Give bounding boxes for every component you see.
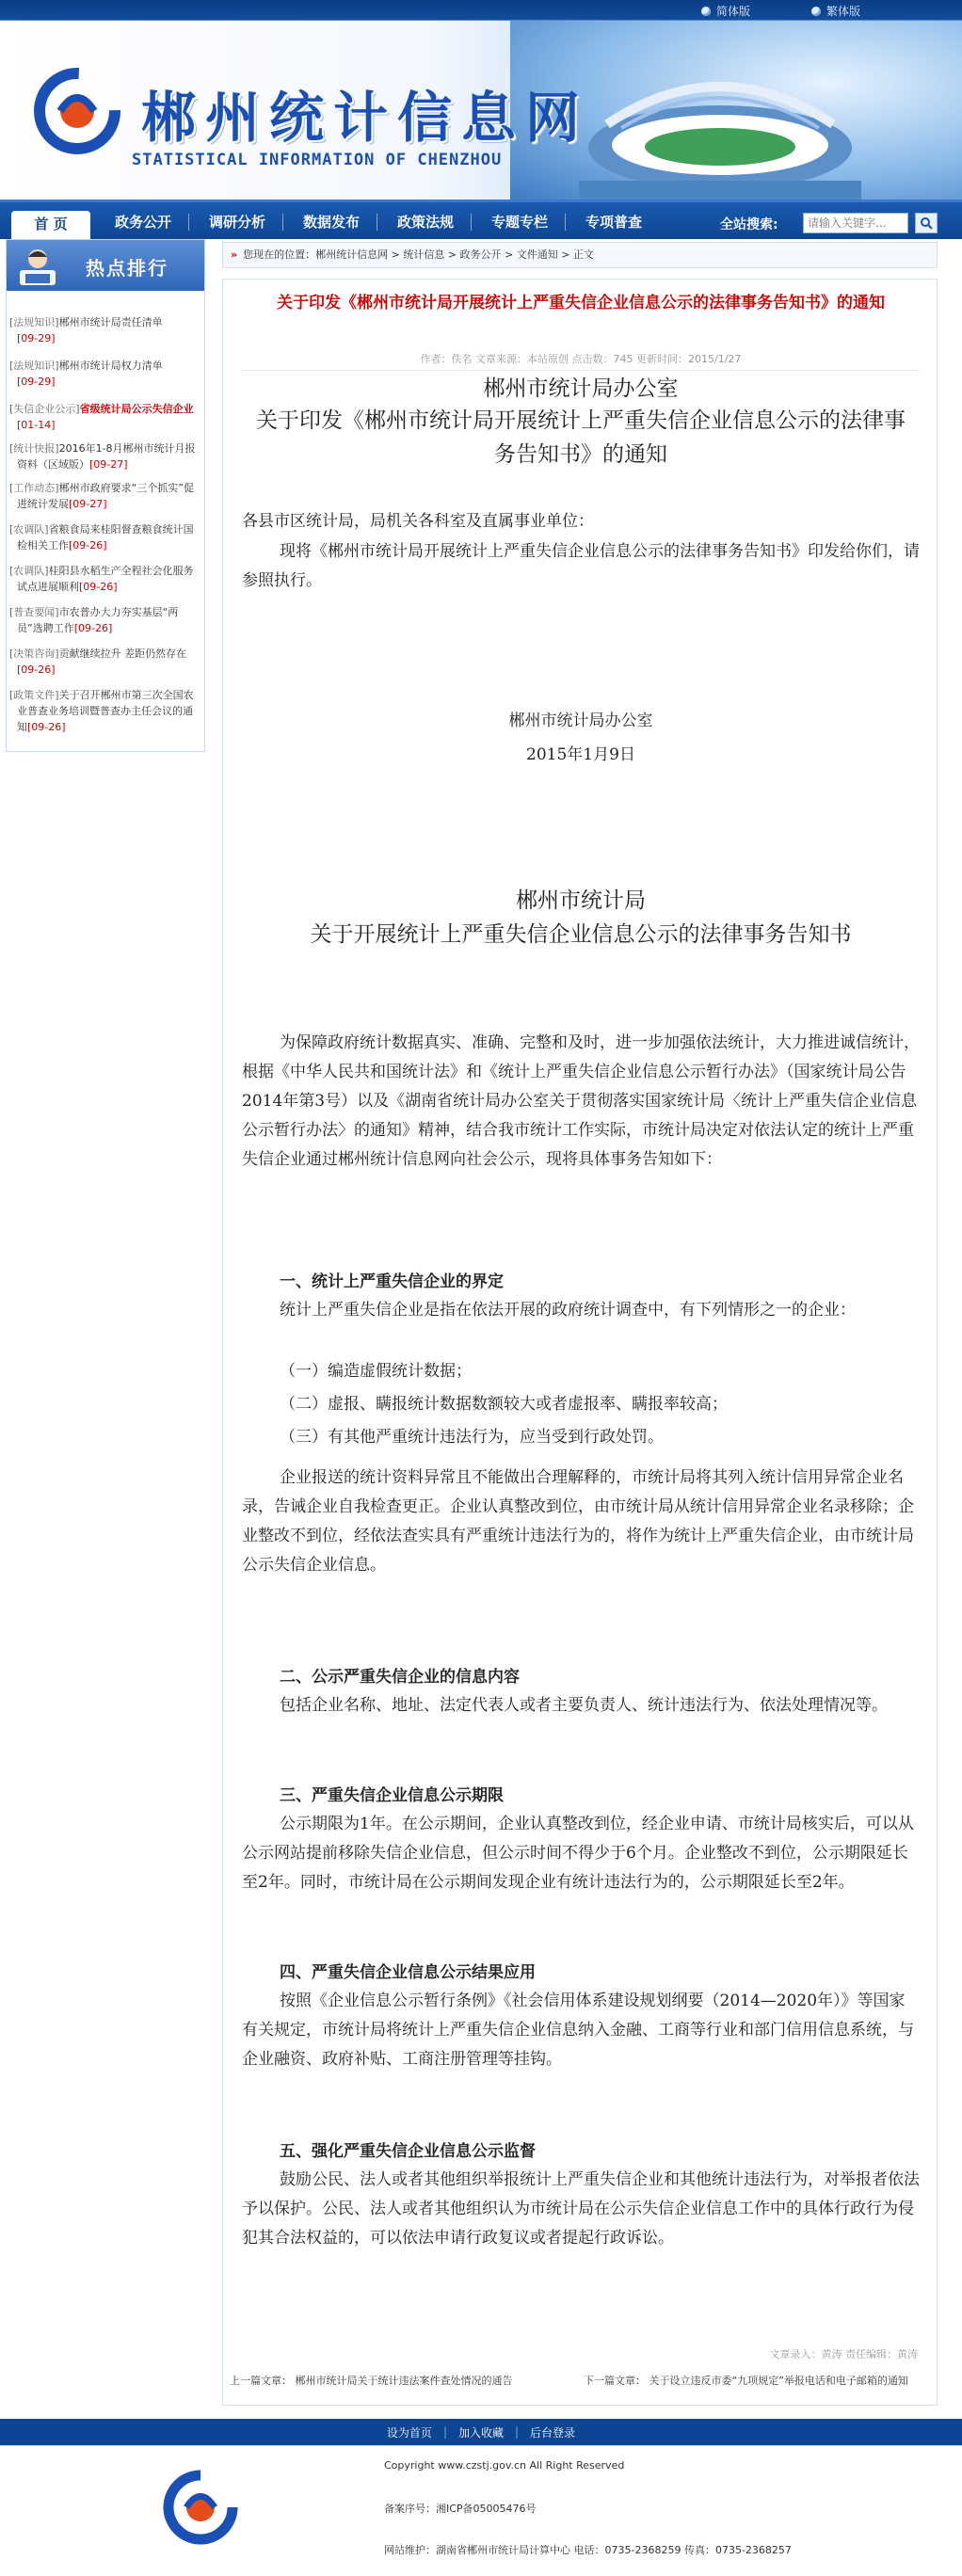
item-title[interactable]: 郴州市统计局责任清单 <box>58 316 163 328</box>
nav-topics[interactable]: 专题专栏 <box>490 214 548 231</box>
search-input[interactable] <box>803 213 908 233</box>
list-item[interactable] <box>8 314 201 346</box>
nav-divider <box>471 214 472 231</box>
item-title[interactable]: 2016年1-8月郴州市统计月报资料（区域版） <box>17 442 196 471</box>
item-date: [09-29] <box>17 332 56 344</box>
list-item-2: （二）虚报、瞒报统计数据数额较大或者虚报率、瞒报率较高； <box>280 1395 728 1414</box>
item-title[interactable]: 省粮食局来桂阳督查粮食统计国检相关工作 <box>17 523 194 552</box>
item-category: [工作动态] <box>9 482 59 494</box>
item-category: [农调队] <box>9 523 49 536</box>
section-heading-3: 三、严重失信企业信息公示期限 <box>280 1786 504 1805</box>
traditional-link[interactable] <box>811 3 860 19</box>
stadium-illustration <box>579 58 861 200</box>
arrow-right-icon: » <box>231 248 238 261</box>
signature-date: 2015年1月9日 <box>526 745 635 764</box>
section-2-paragraph: 包括企业名称、地址、法定代表人或者主要负责人、统计违法行为、依法处理情况等。 <box>280 1696 888 1715</box>
next-article-link[interactable]: 下一篇文章： 关于设立违反市委“九项规定”举报电话和电子邮箱的通知 <box>584 2375 908 2387</box>
item-date: [09-26] <box>69 539 107 552</box>
traditional-label[interactable]: 繁体版 <box>826 5 861 18</box>
section-heading-2: 二、公示严重失信企业的信息内容 <box>280 1668 520 1687</box>
item-title[interactable]: 郴州市统计局权力清单 <box>58 360 163 372</box>
article-panel <box>222 279 938 2406</box>
hot-ranking-title: 热点排行 <box>86 257 168 280</box>
item-category: [法规知识] <box>9 360 59 372</box>
globe-icon <box>811 7 821 16</box>
section-1-paragraph: 统计上严重失信企业是指在依法开展的政府统计调查中，有下列情形之一的企业： <box>280 1301 856 1320</box>
set-homepage-link[interactable]: 设为首页 <box>386 2425 432 2440</box>
list-item[interactable] <box>8 646 201 678</box>
item-category: [决策咨询] <box>9 648 59 660</box>
reader-icon <box>18 246 57 287</box>
item-date: [09-26] <box>73 622 113 634</box>
list-item[interactable] <box>8 687 201 735</box>
simplified-label[interactable]: 简体版 <box>716 5 751 18</box>
footer <box>0 2445 962 2576</box>
addressee: 各县市区统计局，局机关各科室及直属事业单位： <box>242 512 594 531</box>
item-date: [09-26] <box>17 664 56 676</box>
list-item-3: （三）有其他严重统计违法行为，应当受到行政处罚。 <box>280 1428 664 1447</box>
article-title: 关于印发《郴州市统计局开展统计上严重失信企业信息公示的法律事务告知书》的通知 <box>277 294 885 312</box>
nav-policy[interactable]: 政策法规 <box>396 214 454 231</box>
item-title[interactable]: 省级统计局公示失信企业 <box>79 403 194 415</box>
link-separator: | <box>515 2425 520 2439</box>
section-heading-5: 五、强化严重失信企业信息公示监督 <box>280 2142 536 2161</box>
link-separator: | <box>442 2425 447 2439</box>
item-date: [09-29] <box>17 376 56 388</box>
list-item[interactable] <box>8 480 201 512</box>
section-4-paragraph: 按照《企业信息公示暂行条例》《社会信用体系建设规划纲要（2014—2020年）》等国家有关规定，市统计局将统计上严重失信企业信息纳入金融、工商等行业和部门信用信息系统，与企业融资、政府补贴、工商注册管理等挂钩。 <box>242 1992 914 2069</box>
search-label: 全站搜索: <box>720 217 778 232</box>
site-title: 郴州统计信息网 <box>141 86 590 150</box>
section-heading-4: 四、严重失信企业信息公示结果应用 <box>280 1963 536 1982</box>
doc1-caption-line1: 郴州市统计局办公室 <box>483 376 679 401</box>
footer-copyright: Copyright www.czstj.gov.cn All Right Reserved <box>384 2459 625 2472</box>
item-category: [普查要闻] <box>9 606 59 618</box>
footer-support: 网站维护：湖南省郴州市统计局计算中心 电话：0735-2368259 传真：0735-2368257 <box>384 2544 792 2556</box>
list-item[interactable] <box>8 521 201 553</box>
item-title[interactable]: 贡献继续拉升 差距仍然存在 <box>58 648 187 660</box>
list-item[interactable] <box>8 440 201 472</box>
doc2-caption-line2: 关于开展统计上严重失信企业信息公示的法律事务告知书 <box>310 922 852 947</box>
intro-paragraph: 现将《郴州市统计局开展统计上严重失信企业信息公示的法律事务告知书》印发给你们，请参照执行。 <box>242 542 920 590</box>
logo-icon <box>32 66 122 156</box>
item-date: [09-26] <box>27 721 66 733</box>
item-title[interactable]: 关于召开郴州市第三次全国农业普查业务培训暨普查办主任会议的通知 <box>17 689 194 733</box>
section-3-paragraph: 公示期限为1年。在公示期间，企业认真整改到位，经企业申请、市统计局核实后，可以从公示网站提前移除失信企业信息，但公示时间不得少于6个月。企业整改不到位，公示期限延长至2年。同时，市统计局在公示期间发现企业有统计违法行为的，公示期限延长至2年。 <box>242 1815 914 1892</box>
search-button[interactable] <box>915 213 938 233</box>
section-5-paragraph: 鼓励公民、法人或者其他组织举报统计上严重失信企业和其他统计违法行为，对举报者依法予以保护。公民、法人或者其他组织认为市统计局在公示失信企业信息工作中的具体行政行为侵犯其合法权益的，可以依法申请行政复议或者提起行政诉讼。 <box>242 2170 920 2248</box>
item-date: [01-14] <box>17 419 56 431</box>
nav-research[interactable]: 调研分析 <box>208 214 265 231</box>
item-category: [政策文件] <box>9 689 59 701</box>
nav-divider <box>188 214 189 231</box>
nav-data-release[interactable]: 数据发布 <box>302 214 360 231</box>
footer-logo-icon <box>160 2467 241 2548</box>
top-strip <box>0 0 962 21</box>
simplified-link[interactable] <box>701 3 750 19</box>
site-subtitle: STATISTICAL INFORMATION OF CHENZHOU <box>132 151 503 169</box>
item-title[interactable]: 市农普办大力夯实基层“两员”选聘工作 <box>17 606 179 634</box>
item-category: [法规知识] <box>9 316 59 328</box>
list-item[interactable] <box>8 358 201 390</box>
nav-home[interactable]: 首 页 <box>11 211 90 239</box>
item-date: [09-26] <box>79 581 118 593</box>
item-title[interactable]: 郴州市政府要求“三个抓实”促进统计发展 <box>17 482 194 510</box>
section-1-paragraph-2: 企业报送的统计资料异常且不能做出合理解释的，市统计局将其列入统计信用异常企业名录，告诫企业自我检查更正。企业认真整改到位，由市统计局从统计信用异常企业名录移除；企业整改不到位，经依法查实具有严重统计违法行为的，将作为统计上严重失信企业，由市统计局公示失信企业信息。 <box>242 1468 914 1575</box>
breadcrumb-prefix: 您现在的位置： <box>243 248 316 261</box>
nav-census[interactable]: 专项普查 <box>585 214 642 231</box>
list-item[interactable] <box>8 563 201 595</box>
main-nav <box>0 200 962 239</box>
breadcrumb <box>222 242 938 268</box>
globe-icon <box>701 7 711 16</box>
hot-ranking-header <box>7 240 204 291</box>
list-item[interactable] <box>8 604 201 636</box>
article-editors: 文章录入：黄涛 责任编辑：黄涛 <box>769 2348 918 2360</box>
nav-divider <box>565 214 566 231</box>
item-title[interactable]: 桂阳县水稻生产全程社会化服务试点进展顺利 <box>17 565 194 593</box>
item-category: [农调队] <box>9 565 49 577</box>
breadcrumb-path[interactable]: 郴州统计信息网 > 统计信息 > 政务公开 > 文件通知 > 正文 <box>315 248 594 261</box>
add-favorite-link[interactable]: 加入收藏 <box>457 2425 504 2440</box>
signature-office: 郴州市统计局办公室 <box>508 712 653 730</box>
banner <box>0 21 962 200</box>
main-paragraph: 为保障政府统计数据真实、准确、完整和及时，进一步加强依法统计，大力推进诚信统计，根据《中华人民共和国统计法》和《统计上严重失信企业信息公示暂行办法》（国家统计局公告2014年第3号）以及《湖南省统计局办公室关于贯彻落实国家统计局〈统计上严重失信企业信息公示暂行办法〉的通知》精神，结合我市统计工作实际，市统计局决定对依法认定的统计上严重失信企业通过郴州统计信息网向社会公示，现将具体事务告知如下： <box>242 1033 920 1169</box>
nav-divider <box>282 214 283 231</box>
prev-article-link[interactable]: 上一篇文章： 郴州市统计局关于统计违法案件查处情况的通告 <box>230 2375 513 2387</box>
section-heading-1: 一、统计上严重失信企业的界定 <box>280 1272 504 1291</box>
footer-icp[interactable]: 备案序号：湘ICP备05005476号 <box>384 2503 537 2515</box>
doc2-caption-line1: 郴州市统计局 <box>516 888 646 913</box>
item-date: [09-27] <box>89 458 128 471</box>
list-item-1: （一）编造虚假统计数据； <box>280 1362 472 1381</box>
item-category: [统计快报] <box>9 442 59 455</box>
nav-gov-affairs[interactable]: 政务公开 <box>114 214 171 231</box>
admin-login-link[interactable]: 后台登录 <box>530 2425 576 2440</box>
footer-links-bar <box>0 2419 962 2445</box>
item-date: [09-27] <box>69 498 107 510</box>
article-meta: 作者：佚名 文章来源：本站原创 点击数：745 更新时间：2015/1/27 <box>242 351 920 371</box>
search-icon <box>920 216 933 230</box>
doc1-caption-line2: 关于印发《郴州市统计局开展统计上严重失信企业信息公示的法律事务告知书》的通知 <box>256 408 906 467</box>
list-item[interactable] <box>8 401 201 433</box>
item-category: [失信企业公示] <box>9 403 80 415</box>
